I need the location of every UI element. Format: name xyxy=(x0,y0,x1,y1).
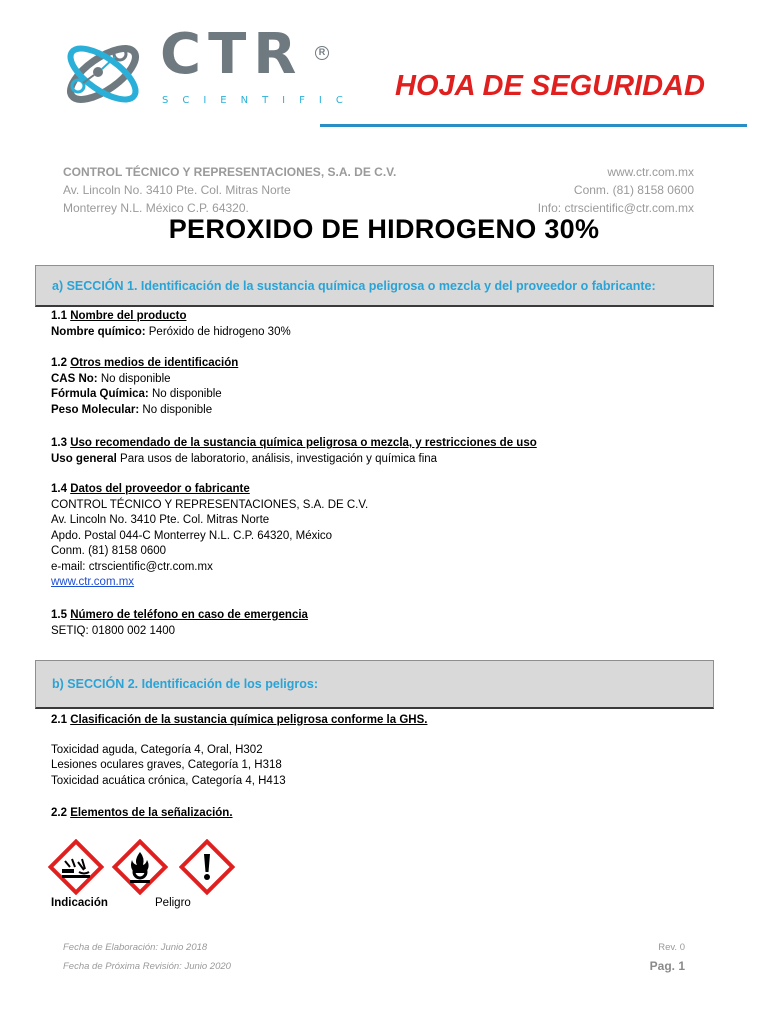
product-title: PEROXIDO DE HIDROGENO 30% xyxy=(168,214,600,244)
supplier-line: Apdo. Postal 044-C Monterrey N.L. C.P. 64320, México xyxy=(51,529,333,542)
section-1-2 xyxy=(51,356,238,418)
emergency-phone: SETIQ: 01800 002 1400 xyxy=(51,624,176,637)
signal-word: Peligro xyxy=(155,897,191,909)
subsection-heading: 2.2 Elementos de la señalización. xyxy=(51,807,233,819)
section-2-2 xyxy=(51,806,233,822)
section-1-4 xyxy=(51,482,368,591)
supplier-line: CONTROL TÉCNICO Y REPRESENTACIONES, S.A. DE C.V. xyxy=(51,498,369,511)
company-address-line: Monterrey N.L. México C.P. 64320. xyxy=(63,201,249,215)
section-2-1 xyxy=(51,713,427,789)
subsection-heading: 2.1 Clasificación de la sustancia química peligrosa conforme la GHS. xyxy=(51,714,428,726)
footer-dates xyxy=(63,938,231,976)
document-title: HOJA DE SEGURIDAD xyxy=(395,70,705,102)
section-1-5 xyxy=(51,608,308,639)
subsection-heading: 1.2 Otros medios de identificación xyxy=(51,357,239,369)
section-1-header xyxy=(35,265,714,307)
indicacion-label: Indicación xyxy=(51,897,108,909)
general-use-row: Uso general Para usos de laboratorio, análisis, investigación y química fina xyxy=(51,452,438,465)
molecular-weight-row: Peso Molecular: No disponible xyxy=(51,403,213,416)
company-name: CONTROL TÉCNICO Y REPRESENTACIONES, S.A. DE C.V. xyxy=(63,165,397,179)
section-1-3 xyxy=(51,436,537,467)
exclamation-mark-icon xyxy=(179,839,235,895)
section-2-title: b) SECCIÓN 2. Identificación de los peligros: xyxy=(52,677,319,691)
section-2-header xyxy=(35,660,714,709)
formula-row: Fórmula Química: No disponible xyxy=(51,388,222,400)
hazard-classification: Lesiones oculares graves, Categoría 1, H318 xyxy=(51,759,282,771)
corrosion-icon xyxy=(48,839,104,895)
registered-mark: R xyxy=(315,46,329,60)
website-link[interactable]: www.ctr.com.mx xyxy=(51,576,135,588)
next-revision-date: Fecha de Próxima Revisión: Junio 2020 xyxy=(63,961,231,972)
page-number: Pag. 1 xyxy=(649,959,685,973)
brand-subtitle: SCIENTIFIC xyxy=(162,95,357,106)
revision-number: Rev. 0 xyxy=(658,942,685,953)
chemical-name-row: Nombre químico: Peróxido de hidrogeno 30% xyxy=(51,325,291,338)
supplier-line: e-mail: ctrscientific@ctr.com.mx xyxy=(51,560,213,573)
company-info xyxy=(63,163,396,217)
subsection-heading: 1.5 Número de teléfono en caso de emergencia xyxy=(51,609,308,621)
supplier-line: Av. Lincoln No. 3410 Pte. Col. Mitras Norte xyxy=(51,514,270,526)
flame-over-circle-icon xyxy=(112,839,168,895)
subsection-heading: 1.4 Datos del proveedor o fabricante xyxy=(51,483,250,495)
cas-row: CAS No: No disponible xyxy=(51,372,171,385)
section-1-title: a) SECCIÓN 1. Identificación de la sustancia química peligrosa o mezcla y del proveedor o fabricante: xyxy=(52,278,656,293)
company-address-line: Av. Lincoln No. 3410 Pte. Col. Mitras Norte xyxy=(63,183,291,197)
hazard-classification: Toxicidad acuática crónica, Categoría 4, H413 xyxy=(51,774,286,787)
brand-name: CTR xyxy=(160,22,304,87)
section-1-1 xyxy=(51,309,291,340)
subsection-heading: 1.3 Uso recomendado de la sustancia química peligrosa o mezcla, y restricciones de uso xyxy=(51,437,537,449)
company-phone: Conm. (81) 8158 0600 xyxy=(573,183,694,197)
company-email: Info: ctrscientific@ctr.com.mx xyxy=(537,201,694,215)
atom-logo-icon xyxy=(58,28,158,118)
company-website: www.ctr.com.mx xyxy=(607,165,694,179)
company-logo xyxy=(58,22,357,118)
footer-page-info xyxy=(650,938,685,976)
supplier-line: Conm. (81) 8158 0600 xyxy=(51,545,167,557)
company-contact xyxy=(538,163,694,217)
subsection-heading: 1.1 Nombre del producto xyxy=(51,310,187,322)
title-divider xyxy=(320,124,747,127)
hazard-classification: Toxicidad aguda, Categoría 4, Oral, H302 xyxy=(51,743,263,756)
elaboration-date: Fecha de Elaboración: Junio 2018 xyxy=(63,942,208,953)
